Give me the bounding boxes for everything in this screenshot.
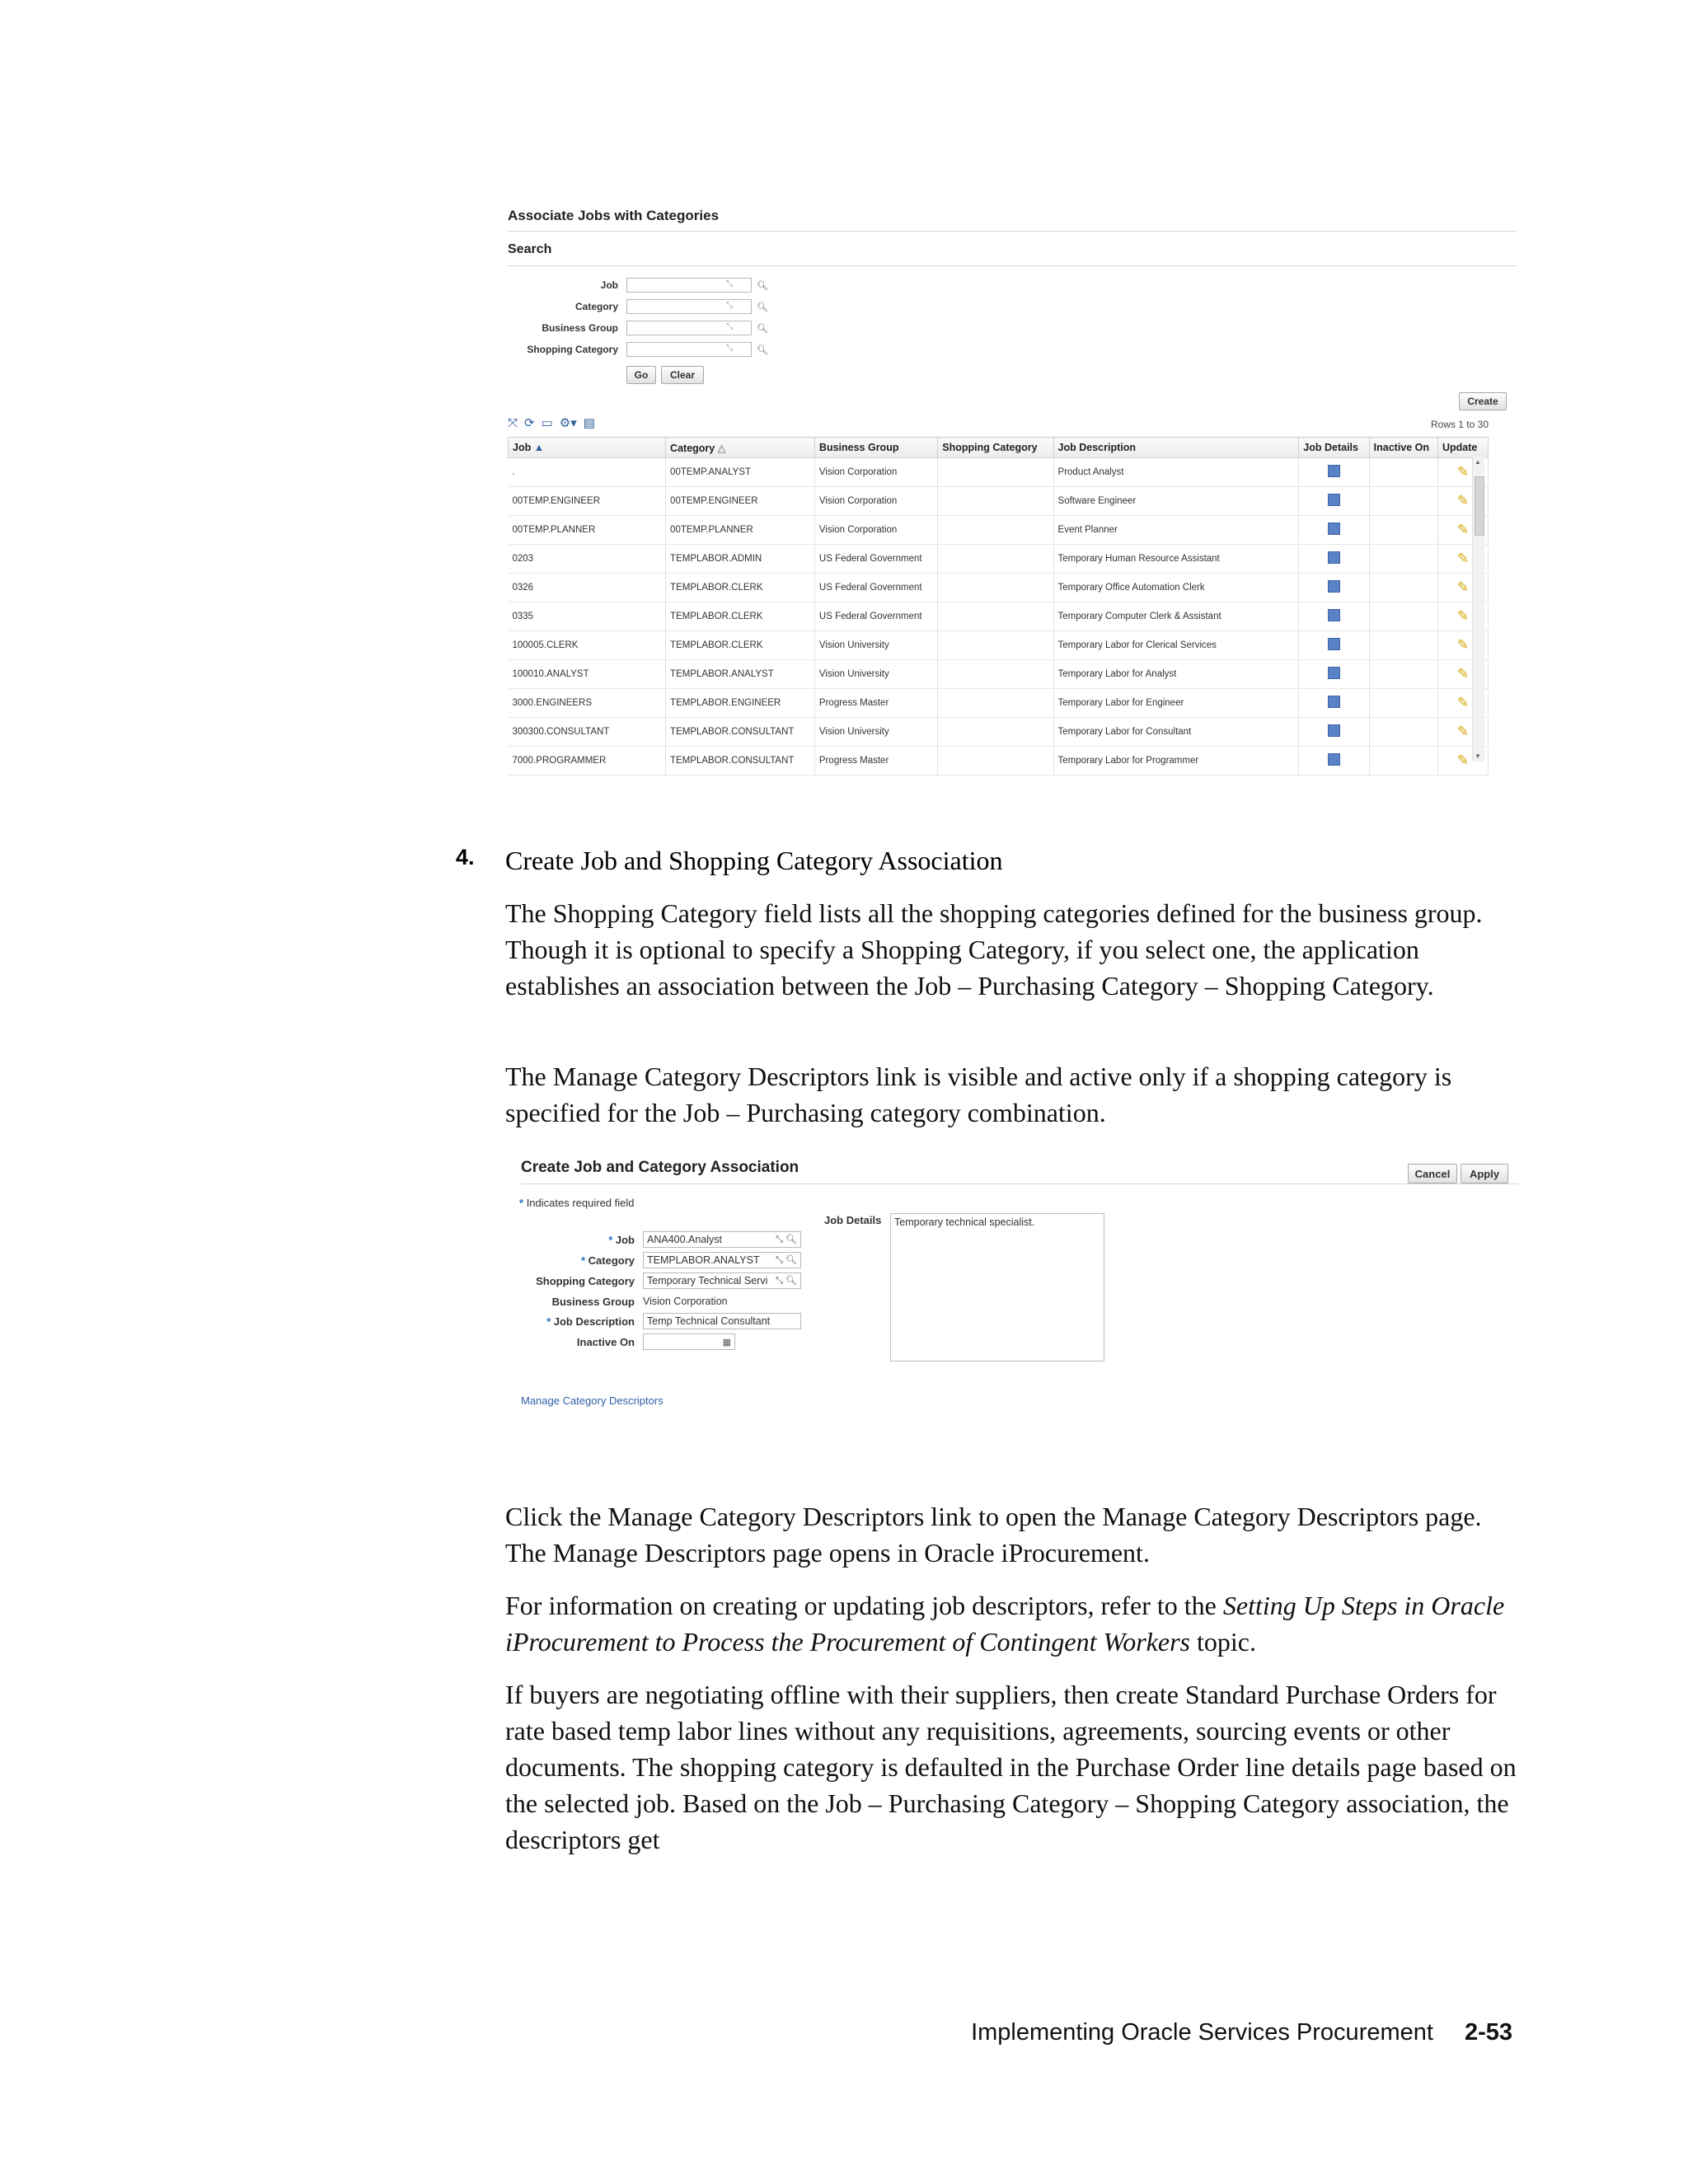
clear-glyph-icon: ⤡ (726, 344, 733, 353)
scrollbar-thumb[interactable] (1475, 476, 1484, 536)
search-icon[interactable]: 🔍︎ (757, 302, 768, 312)
cell-category: TEMPLABOR.ADMIN (666, 545, 815, 574)
cell-job-details (1299, 487, 1369, 516)
cell-shopping-category (938, 545, 1053, 574)
jobs-table-body (509, 458, 1489, 776)
job-details-icon[interactable] (1328, 696, 1340, 708)
clear-button[interactable]: Clear (661, 366, 704, 384)
cell-category: TEMPLABOR.CONSULTANT (666, 718, 815, 747)
manage-category-descriptors-link[interactable]: Manage Category Descriptors (521, 1394, 663, 1407)
paragraph-shopping-category: The Shopping Category field lists all the shopping categories defined for the business group. Though it is optional to specify a Shopping Category, if you select one, the application establishes an association between the Job – Purchasing Category – Shopping Category. (505, 898, 1483, 1001)
cell-business-group: Vision University (814, 631, 937, 660)
table-row[interactable] (509, 689, 1489, 718)
job-details-icon[interactable] (1328, 523, 1340, 535)
job-details-icon[interactable] (1328, 667, 1340, 679)
cell-description: Temporary Labor for Engineer (1053, 689, 1299, 718)
cell-business-group: US Federal Government (814, 574, 937, 602)
cell-job: 00TEMP.PLANNER (509, 516, 666, 545)
cell-inactive-on (1369, 574, 1437, 602)
cell-job: 300300.CONSULTANT (509, 718, 666, 747)
cell-description: Temporary Labor for Analyst (1053, 660, 1299, 689)
cell-category: TEMPLABOR.CLERK (666, 574, 815, 602)
create-button[interactable]: Create (1459, 392, 1507, 410)
job-details-icon[interactable] (1328, 609, 1340, 621)
search-label-shopping-category: Shopping Category (527, 344, 618, 355)
paragraph-click-manage-link: Click the Manage Category Descriptors link to open the Manage Category Descriptors page. The Manage Descriptors page opens in Oracle iProcurement. (505, 1502, 1482, 1568)
cell-business-group: Progress Master (814, 747, 937, 776)
job-details-icon[interactable] (1328, 551, 1340, 564)
col-update[interactable]: Update (1437, 438, 1488, 458)
clear-glyph-icon: ⤡ (726, 301, 733, 310)
job-details-label: Job Details (824, 1214, 882, 1226)
rows-count-label: Rows 1 to 30 (1430, 419, 1489, 430)
cell-inactive-on (1369, 516, 1437, 545)
create-association-screenshot (513, 1154, 1518, 1426)
table-row[interactable] (509, 631, 1489, 660)
cell-job-details (1299, 689, 1369, 718)
col-job[interactable]: Job ▲ (509, 438, 666, 458)
category-input[interactable]: TEMPLABOR.ANALYST ⤡ 🔍︎ (643, 1252, 801, 1268)
pencil-icon[interactable]: ✎ (1456, 752, 1470, 768)
search-row-category (503, 298, 768, 315)
cell-job: 7000.PROGRAMMER (509, 747, 666, 776)
cell-inactive-on (1369, 718, 1437, 747)
cell-inactive-on (1369, 602, 1437, 631)
field-label-shopping-category: Shopping Category (536, 1274, 635, 1287)
search-divider (508, 265, 1517, 266)
pencil-icon[interactable]: ✎ (1456, 493, 1470, 509)
search-row-job (503, 277, 768, 293)
cell-description: Event Planner (1053, 516, 1299, 545)
pencil-icon[interactable]: ✎ (1456, 695, 1470, 710)
cell-job: 100010.ANALYST (509, 660, 666, 689)
job-input[interactable]: ANA400.Analyst ⤡ 🔍︎ (643, 1231, 801, 1248)
business-group-search-input[interactable] (626, 321, 752, 335)
table-row[interactable] (509, 747, 1489, 776)
cell-description: Software Engineer (1053, 487, 1299, 516)
cell-description: Temporary Labor for Clerical Services (1053, 631, 1299, 660)
cell-category: TEMPLABOR.ENGINEER (666, 689, 815, 718)
search-row-shopping-category (503, 341, 768, 358)
table-row[interactable] (509, 487, 1489, 516)
clear-glyph-icon: ⤡ (726, 322, 733, 331)
cell-description: Temporary Office Automation Clerk (1053, 574, 1299, 602)
cell-category: TEMPLABOR.CONSULTANT (666, 747, 815, 776)
pencil-icon[interactable]: ✎ (1456, 579, 1470, 595)
cell-category: 00TEMP.ANALYST (666, 458, 815, 487)
cell-job: 3000.ENGINEERS (509, 689, 666, 718)
title-divider (508, 231, 1517, 232)
jobs-table (508, 437, 1489, 776)
cell-job: 0335 (509, 602, 666, 631)
sort-ascending-icon: ▲ (533, 442, 545, 453)
required-star: * (519, 1197, 524, 1209)
pencil-icon[interactable]: ✎ (1456, 464, 1470, 480)
table-row[interactable] (509, 574, 1489, 602)
page-number: 2-53 (1464, 2019, 1512, 2046)
job-description-input[interactable]: Temp Technical Consultant (643, 1313, 801, 1329)
pencil-icon[interactable]: ✎ (1456, 637, 1470, 653)
scroll-up-icon[interactable]: ▲ (1475, 458, 1481, 466)
cell-job-details (1299, 516, 1369, 545)
cell-description: Temporary Labor for Programmer (1053, 747, 1299, 776)
search-icon[interactable]: ⤡ 🔍︎ (776, 1276, 797, 1286)
scroll-down-icon[interactable]: ▼ (1475, 752, 1481, 760)
cell-inactive-on (1369, 631, 1437, 660)
gear-icon[interactable]: ⚙▾ (559, 416, 577, 430)
cell-job-details (1299, 660, 1369, 689)
pencil-icon[interactable]: ✎ (1456, 522, 1470, 537)
cell-job-details (1299, 458, 1369, 487)
field-row-shopping-category (513, 1272, 801, 1290)
table-toolbar (508, 415, 595, 430)
field-row-inactive-on (513, 1333, 735, 1351)
pencil-icon[interactable]: ✎ (1456, 551, 1470, 566)
cell-inactive-on (1369, 660, 1437, 689)
cell-shopping-category (938, 574, 1053, 602)
refresh-icon[interactable]: ⟳ (524, 416, 535, 430)
cell-job: 100005.CLERK (509, 631, 666, 660)
cell-job: 00TEMP.ENGINEER (509, 487, 666, 516)
search-label-category: Category (574, 301, 618, 312)
business-group-value: Vision Corporation (643, 1296, 728, 1307)
cell-business-group: Vision Corporation (814, 516, 937, 545)
step-number: 4. (456, 845, 475, 869)
field-row-job-description (513, 1312, 801, 1330)
job-details-icon[interactable] (1328, 638, 1340, 650)
table-row[interactable] (509, 602, 1489, 631)
cell-shopping-category (938, 602, 1053, 631)
detach-icon[interactable]: ⤧ (508, 415, 518, 430)
paragraph-job-descriptors-reference: For information on creating or updating job descriptors, refer to the Setting Up Steps in Oracle iProcurement to Process the Procurement of Contingent Workers topic. (505, 1591, 1505, 1657)
shopping-category-search-input[interactable] (626, 342, 752, 357)
table-header-row (509, 438, 1489, 458)
table-row[interactable] (509, 660, 1489, 689)
shopping-category-input[interactable]: Temporary Technical Servi ⤡ 🔍︎ (643, 1272, 801, 1289)
cell-shopping-category (938, 718, 1053, 747)
cell-job-details (1299, 747, 1369, 776)
title-divider (521, 1183, 1518, 1184)
cell-job-details (1299, 718, 1369, 747)
associate-jobs-title: Associate Jobs with Categories (508, 208, 720, 223)
job-details-icon[interactable] (1328, 724, 1340, 737)
paragraph-offline-negotiation: If buyers are negotiating offline with their suppliers, then create Standard Purchase Orders for rate based temp labor lines without any requisitions, agreements, sourcing events or other documents. The shopping category is defaulted in the Purchase Order line details page based on the selected job. Based on the Job – Purchasing Category – Shopping Category association, the descriptors get (505, 1680, 1517, 1854)
search-icon[interactable]: 🔍︎ (757, 280, 768, 291)
col-job-description[interactable]: Job Description (1053, 438, 1299, 458)
search-icon[interactable]: 🔍︎ (757, 323, 768, 334)
clear-glyph-icon: ⤡ (726, 279, 733, 288)
job-search-input[interactable] (626, 278, 752, 293)
cell-shopping-category (938, 631, 1053, 660)
cell-inactive-on (1369, 689, 1437, 718)
cell-shopping-category (938, 689, 1053, 718)
search-icon[interactable]: 🔍︎ (757, 344, 768, 355)
cell-shopping-category (938, 487, 1053, 516)
cell-business-group: US Federal Government (814, 602, 937, 631)
paragraph-manage-descriptors: The Manage Category Descriptors link is visible and active only if a shopping category is specified for the Job – Purchasing category combination. (505, 1062, 1452, 1127)
cell-business-group: Vision University (814, 718, 937, 747)
cell-category: TEMPLABOR.ANALYST (666, 660, 815, 689)
field-row-business-group (513, 1292, 728, 1310)
freeze-icon[interactable]: ▭ (541, 416, 553, 430)
cell-business-group: Progress Master (814, 689, 937, 718)
table-scrollbar[interactable] (1472, 457, 1484, 762)
cell-job-details (1299, 574, 1369, 602)
go-button[interactable]: Go (626, 366, 656, 384)
cell-shopping-category (938, 747, 1053, 776)
wrap-icon[interactable]: ▤ (583, 416, 595, 430)
sort-indicator-icon: △ (717, 442, 726, 454)
cell-description: Product Analyst (1053, 458, 1299, 487)
search-label-job: Job (600, 279, 618, 291)
cancel-button[interactable]: Cancel (1408, 1164, 1457, 1183)
field-label-category: * Category (580, 1254, 635, 1267)
table-row[interactable] (509, 458, 1489, 487)
cell-category: 00TEMP.PLANNER (666, 516, 815, 545)
job-details-icon[interactable] (1328, 753, 1340, 766)
job-details-textarea[interactable]: Temporary technical specialist. (890, 1213, 1104, 1361)
inactive-on-input[interactable] (643, 1333, 735, 1350)
page-footer (971, 2019, 1512, 2046)
cell-shopping-category (938, 516, 1053, 545)
col-job-details[interactable]: Job Details (1299, 438, 1369, 458)
field-label-inactive-on: Inactive On (576, 1335, 635, 1348)
cell-job: 0326 (509, 574, 666, 602)
search-row-business-group (503, 320, 768, 336)
reference-topic-title: Setting Up Steps in Oracle iProcurement to Process the Procurement of Contingent Workers (505, 1591, 1505, 1657)
create-association-title: Create Job and Category Association (521, 1159, 799, 1176)
table-row[interactable] (509, 545, 1489, 574)
col-shopping-category[interactable]: Shopping Category (938, 438, 1053, 458)
cell-business-group: Vision Corporation (814, 487, 937, 516)
cell-business-group: Vision Corporation (814, 458, 937, 487)
cell-shopping-category (938, 458, 1053, 487)
category-search-input[interactable] (626, 299, 752, 314)
field-row-category (513, 1251, 801, 1269)
associate-jobs-screenshot (503, 203, 1517, 767)
field-row-job (513, 1230, 801, 1249)
cell-inactive-on (1369, 458, 1437, 487)
cell-category: TEMPLABOR.CLERK (666, 631, 815, 660)
cell-job-details (1299, 602, 1369, 631)
footer-title: Implementing Oracle Services Procurement (971, 2019, 1433, 2046)
cell-job-details (1299, 545, 1369, 574)
apply-button[interactable]: Apply (1461, 1164, 1508, 1183)
pencil-icon[interactable]: ✎ (1456, 724, 1470, 739)
cell-inactive-on (1369, 487, 1437, 516)
cell-shopping-category (938, 660, 1053, 689)
cell-category: 00TEMP.ENGINEER (666, 487, 815, 516)
cell-description: Temporary Computer Clerk & Assistant (1053, 602, 1299, 631)
search-icon[interactable]: ⤡ 🔍︎ (776, 1255, 797, 1265)
cell-description: Temporary Labor for Consultant (1053, 718, 1299, 747)
field-label-business-group: Business Group (551, 1295, 635, 1308)
step-title: Create Job and Shopping Category Association (505, 846, 1003, 875)
pencil-icon[interactable]: ✎ (1456, 666, 1470, 682)
table-row[interactable] (509, 516, 1489, 545)
field-label-job: * Job (608, 1233, 635, 1246)
search-header: Search (508, 242, 552, 256)
job-details-icon[interactable] (1328, 494, 1340, 506)
table-row[interactable] (509, 718, 1489, 747)
cell-category: TEMPLABOR.CLERK (666, 602, 815, 631)
cell-inactive-on (1369, 545, 1437, 574)
job-details-icon[interactable] (1328, 465, 1340, 477)
cell-business-group: Vision University (814, 660, 937, 689)
cell-description: Temporary Human Resource Assistant (1053, 545, 1299, 574)
cell-job: 0203 (509, 545, 666, 574)
search-icon[interactable]: ⤡ 🔍︎ (776, 1235, 797, 1244)
cell-job-details (1299, 631, 1369, 660)
search-label-business-group: Business Group (542, 322, 618, 334)
cell-job: . (509, 458, 666, 487)
field-label-job-description: * Job Description (546, 1315, 635, 1328)
pencil-icon[interactable]: ✎ (1456, 608, 1470, 624)
cell-business-group: US Federal Government (814, 545, 937, 574)
col-inactive-on[interactable]: Inactive On (1369, 438, 1437, 458)
calendar-icon[interactable]: ▦ (722, 1337, 731, 1347)
required-field-note: * Indicates required field (519, 1197, 635, 1209)
col-category[interactable]: Category △ (666, 438, 815, 458)
job-details-icon[interactable] (1328, 580, 1340, 593)
col-business-group[interactable]: Business Group (814, 438, 937, 458)
cell-inactive-on (1369, 747, 1437, 776)
